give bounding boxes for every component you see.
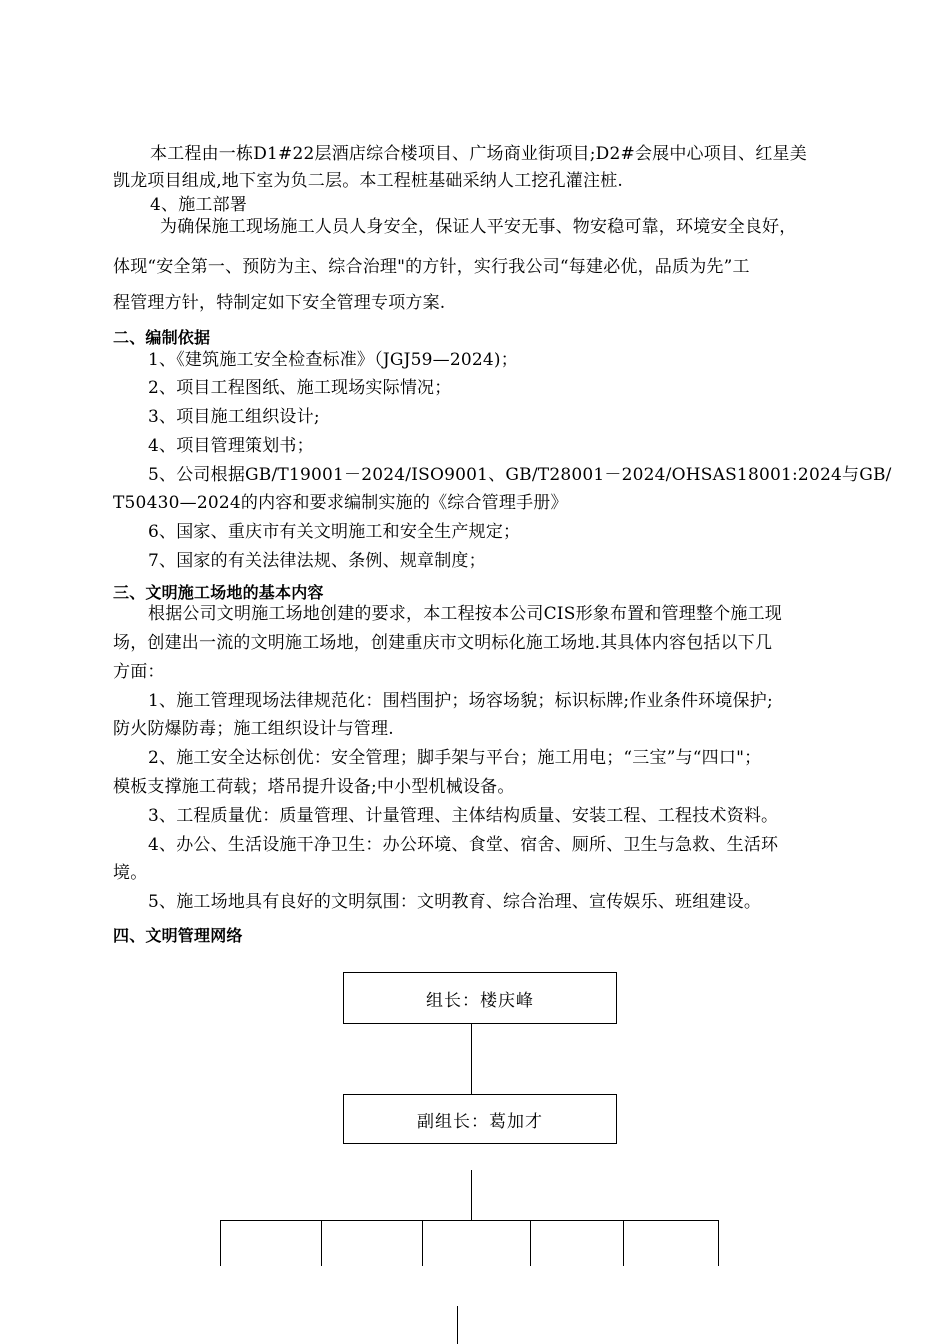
org-connector (471, 1170, 472, 1221)
section3-title: 三、文明施工场地的基本内容 (113, 583, 324, 602)
section3-line: 境。 (113, 863, 148, 883)
intro-item4: 4、施工部署 (150, 195, 248, 215)
intro-p1-line1: 本工程由一栋D1#22层酒店综合楼项目、广场商业街项目;D2#会展中心项目、红星美 (150, 144, 807, 164)
section2-item: 6、国家、重庆市有关文明施工和安全生产规定； (148, 522, 521, 542)
section3-line: 1、施工管理现场法律规范化：围档围护；场容场貌；标识标牌;作业条件环境保护; (148, 691, 773, 711)
section3-line: 根据公司文明施工场地创建的要求，本工程按本公司CIS形象布置和管理整个施工现 (148, 604, 782, 624)
section3-line: 2、施工安全达标创优：安全管理；脚手架与平台；施工用电；“三宝”与“四口"； (148, 748, 762, 768)
section3-line: 3、工程质量优：质量管理、计量管理、主体结构质量、安装工程、工程技术资料。 (148, 806, 779, 826)
org-branch-line (220, 1220, 719, 1221)
section3-line: 模板支撑施工荷载；塔吊提升设备;中小型机械设备。 (113, 777, 515, 797)
org-connector (471, 1024, 472, 1094)
org-leader-label: 组长：楼庆峰 (426, 990, 534, 1011)
intro-p2-line3: 程管理方针，特制定如下安全管理专项方案. (113, 293, 446, 313)
section2-item: 2、项目工程图纸、施工现场实际情况； (148, 378, 452, 398)
section3-line: 方面： (113, 662, 165, 682)
org-leader-box (343, 972, 617, 1024)
section3-line: 场，创建出一流的文明施工场地，创建重庆市文明标化施工场地.其具体内容包括以下几 (113, 633, 773, 653)
org-branch-drop (422, 1220, 423, 1266)
org-branch-drop (220, 1220, 221, 1266)
org-deputy-box (343, 1094, 617, 1144)
org-branch-drop (321, 1220, 322, 1266)
intro-p2-line1: 为确保施工现场施工人员人身安全，保证人平安无事、物安稳可靠，环境安全良好， (160, 217, 797, 237)
section2-item: 5、公司根据GB/T19001－2024/ISO9001、GB/T28001－2024/OHSAS18001:2024与GB/ (148, 465, 892, 485)
section2-title: 二、编制依据 (113, 328, 211, 347)
intro-p1-line2: 凯龙项目组成,地下室为负二层。本工程桩基础采纳人工挖孔灌注桩. (113, 171, 624, 191)
section2-item: 4、项目管理策划书； (148, 436, 314, 456)
org-deputy-label: 副组长：葛加才 (417, 1111, 543, 1132)
org-branch-drop (623, 1220, 624, 1266)
intro-p2-line2: 体现“安全第一、预防为主、综合治理"的方针，实行我公司“每建必优，品质为先”工 (113, 257, 750, 277)
section3-line: 5、施工场地具有良好的文明氛围：文明教育、综合治理、宣传娱乐、班组建设。 (148, 892, 762, 912)
section2-item: 1、《建筑施工安全检查标准》（JGJ59—2024)； (148, 350, 518, 370)
section2-item: T50430—2024的内容和要求编制实施的《综合管理手册》 (113, 493, 568, 513)
org-branch-drop (718, 1220, 719, 1266)
section3-line: 防火防爆防毒；施工组织设计与管理. (113, 719, 394, 739)
org-connector (457, 1306, 458, 1344)
org-branch-drop (530, 1220, 531, 1266)
section4-title: 四、文明管理网络 (113, 926, 243, 945)
section2-item: 7、国家的有关法律法规、条例、规章制度； (148, 551, 486, 571)
section2-item: 3、项目施工组织设计; (148, 407, 320, 427)
section3-line: 4、办公、生活设施干净卫生：办公环境、食堂、宿舍、厕所、卫生与急救、生活环 (148, 835, 779, 855)
